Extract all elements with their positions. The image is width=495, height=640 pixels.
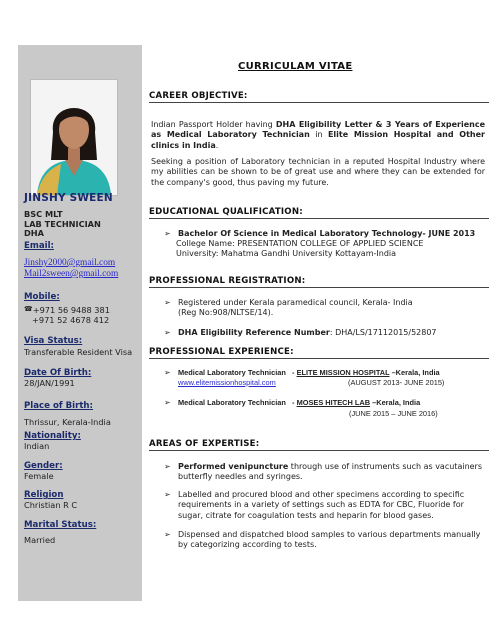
document-title: CURRICULAM VITAE — [238, 61, 353, 72]
bullet-icon: ➢ — [164, 368, 171, 377]
career-objective-paragraph-1 — [151, 120, 485, 151]
education-degree: Bachelor Of Science in Medical Laboratory Technology- JUNE 2013 — [178, 229, 476, 238]
expertise-item-3: Dispensed and dispatched blood samples to various departments manually by categorizing according to tests. — [178, 530, 481, 550]
bullet-icon: ➢ — [164, 462, 171, 471]
education-college: College Name: PRESENTATION COLLEGE OF APPLIED SCIENCE — [176, 239, 424, 248]
expertise-item-1 — [178, 462, 486, 483]
job-2-separator: - — [285, 398, 297, 407]
registration-heading: PROFESSIONAL REGISTRATION: — [149, 276, 489, 288]
experience-job-1-details — [178, 378, 445, 388]
dha-reference-label: DHA Eligibility Reference Number — [178, 328, 330, 337]
gender-value: Female — [24, 471, 54, 481]
profile-photo-illustration — [31, 80, 117, 195]
job-2-organization: MOSES HITECH LAB — [296, 398, 371, 407]
bullet-icon: ➢ — [164, 530, 171, 539]
expertise-item-2: Labelled and procured blood and other specimens according to specific requirements in a variety of settings such as EDTA for CBC, Fluoride for sugar, citrate for coagulation tests and heparin for blood gases. — [178, 490, 465, 520]
pob-value: Thrissur, Kerala-India — [24, 417, 111, 427]
qualification-2: LAB TECHNICIAN — [24, 219, 101, 229]
job-1-location: –Kerala, India — [389, 368, 440, 377]
experience-job-2 — [178, 398, 420, 408]
registration-item-1-line-1: Registered under Kerala paramedical council, Kerala- India — [178, 298, 413, 307]
job-2-location: –Kerala, India — [370, 398, 421, 407]
dha-reference-value: : DHA/LS/17112015/52807 — [329, 328, 437, 337]
career-p1-b: DHA Eligibility Letter & 3 Years of Experience as Medical Laboratory Technician — [151, 120, 485, 140]
job-2-dates: (JUNE 2015 – JUNE 2016) — [349, 409, 438, 418]
career-p1-c: in — [309, 130, 328, 140]
bullet-icon: ➢ — [164, 398, 171, 407]
expertise-item-1-text: through use of instruments such as vacutainers butterfly needles and syringes. — [178, 462, 483, 482]
job-1-role: Medical Laboratory Technician — [178, 368, 286, 377]
phone-icon: ☎ — [24, 305, 33, 313]
marital-heading: Marital Status: — [24, 520, 97, 530]
experience-heading: PROFESSIONAL EXPERIENCE: — [149, 347, 489, 359]
dob-heading: Date Of Birth: — [24, 368, 92, 378]
email-link-1[interactable]: Jinshy2000@gmail.com — [24, 258, 116, 268]
religion-heading: Religion — [24, 490, 64, 500]
job-1-website-link[interactable]: www.elitemissionhospital.com — [178, 378, 276, 387]
education-heading: EDUCATIONAL QUALIFICATION: — [149, 207, 489, 219]
career-p1-d: Elite Mission Hospital and Other clinics in India — [151, 130, 485, 150]
experience-job-1 — [178, 368, 440, 378]
job-1-organization: ELITE MISSION HOSPITAL — [296, 368, 390, 377]
mobile-number-2: +971 52 4678 412 — [32, 315, 110, 325]
bullet-icon: ➢ — [164, 328, 171, 337]
marital-value: Married — [24, 535, 56, 545]
registration-item-2 — [178, 328, 437, 338]
dob-value: 28/JAN/1991 — [24, 378, 75, 388]
email-heading: Email: — [24, 241, 54, 251]
visa-value: Transferable Resident Visa — [24, 347, 133, 357]
email-link-2[interactable]: Mail2sween@gmail.com — [24, 269, 119, 279]
mobile-heading: Mobile: — [24, 292, 60, 302]
pob-heading: Place of Birth: — [24, 401, 93, 411]
mobile-number-1-text: +971 56 9488 381 — [32, 305, 110, 315]
bullet-icon: ➢ — [164, 490, 171, 499]
registration-item-1-line-2: (Reg No:908/NLTSE/14). — [178, 308, 274, 317]
job-2-role: Medical Laboratory Technician — [178, 398, 286, 407]
career-p1-a: Indian Passport Holder having — [151, 120, 276, 129]
career-objective-paragraph-2: Seeking a position of Laboratory technician in a reputed Hospital Industry where my abilities can be shown to be of great use and where they can be extended for the company's good, thus paving my future. — [151, 157, 485, 187]
job-1-dates: (AUGUST 2013- JUNE 2015) — [348, 378, 445, 387]
job-1-separator: - — [285, 368, 297, 377]
career-objective-heading: CAREER OBJECTIVE: — [149, 91, 489, 103]
nationality-heading: Nationality: — [24, 431, 81, 441]
nationality-value: Indian — [24, 441, 50, 451]
religion-value: Christian R C — [24, 500, 78, 510]
bullet-icon: ➢ — [164, 298, 171, 307]
bullet-icon: ➢ — [164, 229, 171, 238]
expertise-item-1-bold: Performed venipuncture — [178, 462, 289, 471]
candidate-name: JINSHY SWEEN — [24, 192, 113, 204]
gender-heading: Gender: — [24, 461, 63, 471]
education-university: University: Mahatma Gandhi University Kottayam-India — [176, 249, 397, 258]
visa-heading: Visa Status: — [24, 336, 83, 346]
profile-photo — [30, 79, 118, 196]
career-p1-e: . — [215, 140, 219, 150]
expertise-heading: AREAS OF EXPERTISE: — [149, 439, 489, 451]
qualification-1: BSC MLT — [24, 209, 63, 219]
qualification-3: DHA — [24, 228, 44, 238]
sidebar — [18, 45, 142, 601]
